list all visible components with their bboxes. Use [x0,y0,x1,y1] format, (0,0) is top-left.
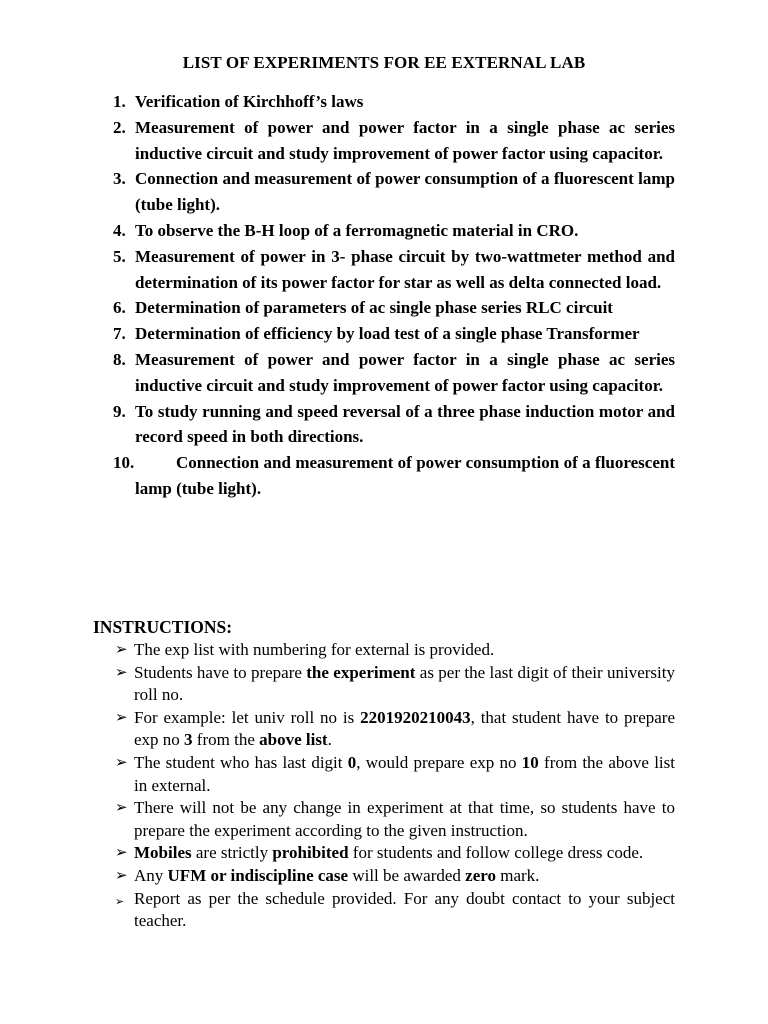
instruction-text: For example: let univ roll no is [134,707,361,727]
item-text: Connection and measurement of power consumption of a fluorescent lamp (tube light). [135,169,675,215]
list-item [113,166,675,218]
list-item [115,865,675,888]
instruction-text: Report as per the schedule provided. For any doubt contact to your subject teacher. [134,888,675,931]
instruction-text: , would prepare exp no [356,752,522,772]
instruction-emphasis: Mobiles [134,843,192,863]
instruction-text: from the above list in external. [134,752,675,795]
list-item [113,218,675,244]
arrow-bullet-icon: ➢ [115,867,128,884]
instruction-emphasis: 3 [184,730,193,750]
arrow-bullet-icon: ➢ [115,754,128,771]
item-number: 4. [113,220,126,240]
item-number: 7. [113,324,126,344]
item-text: Verification of Kirchhoff’s laws [135,92,364,111]
item-text: Measurement of power and power factor in a single phase ac series inductive circuit and study improvement of power factor using capacitor. [135,117,675,163]
arrow-bullet-icon: ➢ [115,895,125,908]
instruction-emphasis: the experiment [306,662,416,682]
instruction-text: Any [134,865,168,885]
list-item [113,115,675,167]
item-number: 9. [113,401,126,421]
instructions-list [115,639,675,933]
instruction-text: mark. [496,865,540,885]
instruction-text: are strictly [191,843,273,863]
list-item [113,347,675,399]
experiment-list [113,89,675,502]
list-item [113,450,675,502]
item-text: To study running and speed reversal of a three phase induction motor and record speed in both directions. [135,401,675,447]
instruction-emphasis: 10 [521,752,539,772]
arrow-bullet-icon: ➢ [115,800,128,817]
instruction-text: Students have to prepare [134,662,307,682]
page-title: LIST OF EXPERIMENTS FOR EE EXTERNAL LAB [182,53,586,72]
instruction-text: will be awarded [348,865,466,885]
item-number: 3. [113,169,126,189]
list-item [113,244,675,296]
instruction-text: The exp list with numbering for external is provided. [134,640,495,659]
item-number: 2. [113,117,126,137]
instruction-emphasis: zero [465,865,496,885]
list-item [113,321,675,347]
item-text: Determination of parameters of ac single phase series RLC circuit [135,298,613,318]
item-number: 6. [113,298,126,318]
instruction-text: from the [192,730,260,750]
list-item [115,662,675,707]
instruction-text: There will not be any change in experiment at that time, so students have to prepare the experiment according to the given instruction. [134,798,675,840]
instruction-text: . [327,730,332,750]
item-text: Connection and measurement of power consumption of a fluorescent lamp (tube light). [135,453,675,498]
item-number: 10. [113,453,135,473]
list-item [115,707,675,752]
list-item [113,399,675,451]
instruction-text: The student who has last digit [134,752,348,772]
instruction-emphasis: above list [259,730,328,750]
item-number: 8. [113,349,126,369]
instruction-emphasis: prohibited [272,843,349,863]
instruction-text: as per the last digit of their university roll no. [134,662,675,705]
instruction-emphasis: 2201920210043 [360,707,471,727]
list-item [113,89,675,115]
arrow-bullet-icon: ➢ [115,709,128,726]
arrow-bullet-icon: ➢ [115,664,128,681]
list-item [115,752,675,797]
list-item [113,295,675,321]
item-text: Measurement of power in 3- phase circuit by two-wattmeter method and determination of its power factor for star as well as delta connected load. [135,246,675,292]
instruction-text: , that student have to prepare exp no [134,707,675,750]
list-item [115,797,675,842]
item-text: Measurement of power and power factor in a single phase ac series inductive circuit and study improvement of power factor using capacitor. [135,349,675,395]
instruction-emphasis: UFM or indiscipline case [167,865,349,885]
instructions-heading: INSTRUCTIONS: [93,617,233,637]
item-number: 5. [113,246,126,266]
item-text: To observe the B-H loop of a ferromagnetic material in CRO. [135,220,579,240]
list-item [115,842,675,865]
arrow-bullet-icon: ➢ [115,845,128,862]
list-item [115,888,675,933]
instruction-emphasis: 0 [347,752,357,772]
item-text: Determination of efficiency by load test of a single phase Transformer [135,324,640,344]
list-item [115,639,675,662]
arrow-bullet-icon: ➢ [115,642,128,658]
instruction-text: for students and follow college dress code. [348,843,644,863]
item-number: 1. [113,92,126,111]
